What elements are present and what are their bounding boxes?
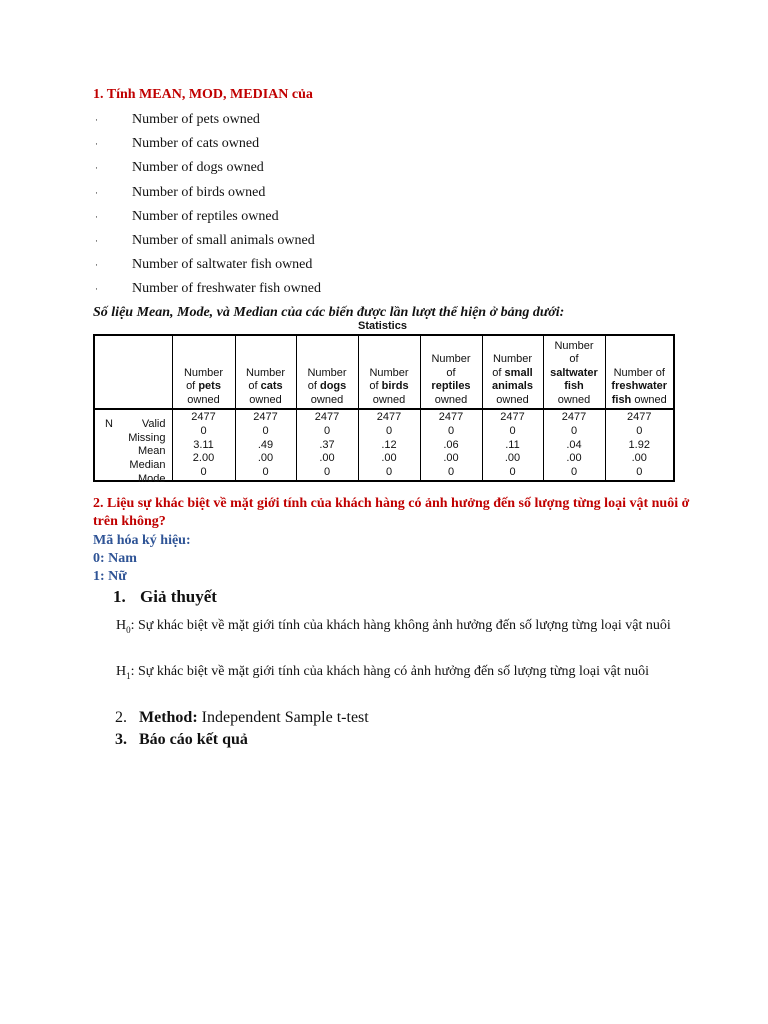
method-number: 2.	[115, 709, 127, 726]
stats-row-median	[94, 452, 674, 466]
stats-cell: .37	[296, 438, 358, 452]
hypothesis-heading	[113, 587, 217, 607]
stats-corner-cell	[94, 335, 172, 409]
header-variable: freshwater fish	[611, 380, 668, 406]
stats-row-label	[94, 438, 172, 458]
stats-cell: 2477	[358, 409, 420, 425]
stats-cell: 0	[543, 425, 605, 439]
stats-cell: 2477	[605, 409, 674, 425]
stats-cell: 3.11	[172, 438, 235, 452]
h0-subscript: 0	[126, 624, 131, 635]
h1-symbol: H	[116, 664, 127, 679]
header-line: of	[492, 366, 502, 379]
header-line: Number	[183, 366, 224, 379]
header-line: owned	[634, 393, 667, 406]
h1-subscript: 1	[126, 670, 131, 681]
header-variable: saltwater	[550, 366, 598, 379]
stats-cell: 0	[235, 466, 296, 482]
stats-row-label	[94, 466, 172, 485]
bullet-dot: ·	[95, 115, 98, 125]
bullet-dot: ·	[95, 235, 98, 246]
stats-cell: 2477	[543, 409, 605, 425]
row-label-text: Mode	[137, 472, 166, 485]
report-title: Báo cáo kết quả	[139, 731, 248, 748]
stats-cell: .00	[605, 452, 674, 466]
alternative-hypothesis	[116, 663, 681, 685]
stats-cell: 1.92	[605, 438, 674, 452]
header-line: Number	[554, 339, 594, 352]
bullet-dot: ·	[95, 211, 98, 222]
stats-column-header	[296, 335, 358, 409]
row-label-text: Median	[129, 458, 166, 471]
header-line: Number	[369, 366, 409, 379]
stats-cell: .00	[543, 452, 605, 466]
stats-cell: 0	[543, 466, 605, 482]
header-variable: pets	[198, 380, 221, 392]
header-line: owned	[310, 393, 344, 406]
header-variable: reptiles	[431, 380, 471, 392]
stats-cell: 2.00	[172, 452, 235, 466]
stats-column-header	[235, 335, 296, 409]
header-line: Number	[492, 353, 533, 365]
stats-cell: 0	[172, 466, 235, 482]
header-variable: dogs	[319, 380, 347, 392]
bullet-dot: ·	[95, 139, 98, 150]
header-line: of	[369, 380, 379, 392]
table-intro-text: Số liệu Mean, Mode, và Median của các biến được lần lượt thể hiện ở bảng dưới:	[93, 305, 565, 320]
stats-cell: 2477	[420, 409, 482, 425]
stats-cell: 0	[172, 425, 235, 439]
variable-name: Number of saltwater fish owned	[132, 257, 313, 273]
method-label: Method:	[139, 709, 198, 726]
stats-cell: .00	[296, 452, 358, 466]
variable-name: Number of small animals owned	[132, 232, 315, 248]
coding-value-1: 1: Nữ	[93, 569, 127, 584]
header-variable: small	[504, 366, 533, 379]
stats-cell: 0	[358, 466, 420, 482]
header-line: owned	[496, 393, 529, 406]
stats-cell: 0	[358, 425, 420, 439]
stats-cell: .06	[420, 438, 482, 452]
h0-symbol: H	[116, 618, 127, 633]
header-line: owned	[434, 393, 468, 406]
stats-cell: 0	[482, 466, 543, 482]
section1-heading: 1. Tính MEAN, MOD, MEDIAN của	[93, 87, 313, 102]
hypothesis-heading-text: Giả thuyết	[140, 587, 217, 606]
stats-cell: 0	[605, 466, 674, 482]
row-label-text: Missing	[128, 431, 166, 444]
h0-text: : Sự khác biệt về mặt giới tính của khách hàng không ảnh hưởng đến số lượng từng loại vật nuôi	[130, 618, 671, 633]
header-line: of	[446, 366, 456, 379]
stats-cell: 0	[296, 425, 358, 439]
variable-name: Number of pets owned	[132, 112, 260, 127]
report-number: 3.	[115, 731, 127, 748]
header-line: of	[186, 380, 196, 392]
header-line: owned	[372, 393, 406, 406]
bullet-dot: ·	[95, 284, 98, 295]
variable-name: Number of birds owned	[132, 184, 266, 200]
h1-text: : Sự khác biệt về mặt giới tính của khách hàng có ảnh hưởng đến số lượng từng loại vật nuôi	[130, 664, 649, 679]
header-variable: fish	[564, 380, 584, 392]
stats-row-label	[94, 425, 172, 444]
header-line: owned	[249, 393, 282, 406]
header-variable: cats	[260, 380, 283, 392]
stats-row-label	[94, 452, 172, 471]
stats-row-label	[94, 409, 172, 430]
coding-value-0: 0: Nam	[93, 551, 137, 566]
row-label-n: N	[105, 417, 113, 430]
stats-cell: 0	[235, 425, 296, 439]
stats-row-mean	[94, 438, 674, 452]
header-line: Number of	[613, 366, 665, 379]
stats-cell: 0	[420, 466, 482, 482]
header-line: of	[569, 353, 579, 365]
header-variable: birds	[381, 380, 409, 392]
header-line: Number	[245, 366, 286, 379]
bullet-dot: ·	[95, 187, 98, 198]
stats-cell: .00	[358, 452, 420, 466]
stats-cell: 0	[605, 425, 674, 439]
stats-column-header	[605, 335, 674, 409]
stats-cell: .04	[543, 438, 605, 452]
variable-name: Number of reptiles owned	[132, 208, 279, 224]
stats-cell: 2477	[235, 409, 296, 425]
stats-column-header	[358, 335, 420, 409]
section2-heading: 2. Liệu sự khác biệt về mặt giới tính của khách hàng có ảnh hưởng đến số lượng từng loại vật nuôi ở trên không?	[93, 496, 690, 529]
variable-name: Number of dogs owned	[132, 160, 264, 176]
stats-cell: 2477	[172, 409, 235, 425]
coding-title: Mã hóa ký hiệu:	[93, 533, 191, 548]
stats-row-mode	[94, 466, 674, 482]
header-line: of	[248, 380, 258, 392]
report-heading	[115, 731, 248, 749]
stats-header-row	[94, 335, 674, 409]
stats-cell: 0	[420, 425, 482, 439]
stats-cell: 2477	[296, 409, 358, 425]
stats-cell: .11	[482, 438, 543, 452]
stats-row-missing	[94, 425, 674, 439]
variable-name: Number of freshwater fish owned	[132, 281, 321, 297]
stats-column-header	[172, 335, 235, 409]
stats-cell: .00	[235, 452, 296, 466]
bullet-dot: ·	[95, 260, 98, 271]
stats-cell: .00	[420, 452, 482, 466]
variable-name: Number of cats owned	[132, 136, 260, 152]
hypothesis-heading-number: 1.	[113, 587, 126, 606]
stats-column-header	[420, 335, 482, 409]
header-line: Number	[431, 353, 471, 365]
stats-cell: 0	[296, 466, 358, 482]
stats-cell: .12	[358, 438, 420, 452]
stats-cell: 0	[482, 425, 543, 439]
header-line: owned	[557, 393, 591, 406]
header-line: owned	[187, 393, 220, 406]
null-hypothesis	[116, 617, 681, 639]
header-line: of	[307, 380, 317, 392]
header-line: Number	[307, 366, 347, 379]
bullet-dot: ·	[95, 163, 98, 174]
header-variable: animals	[492, 380, 533, 392]
statistics-table	[93, 334, 675, 485]
method-value: Independent Sample t-test	[197, 709, 369, 726]
stats-cell: .49	[235, 438, 296, 452]
stats-cell: .00	[482, 452, 543, 466]
method-line	[115, 709, 369, 727]
row-label-text: Valid	[141, 417, 166, 430]
stats-column-header	[543, 335, 605, 409]
stats-row-valid	[94, 409, 674, 425]
stats-column-header	[482, 335, 543, 409]
stats-cell: 2477	[482, 409, 543, 425]
row-label-text: Mean	[137, 445, 166, 458]
stats-table-title: Statistics	[358, 320, 407, 332]
